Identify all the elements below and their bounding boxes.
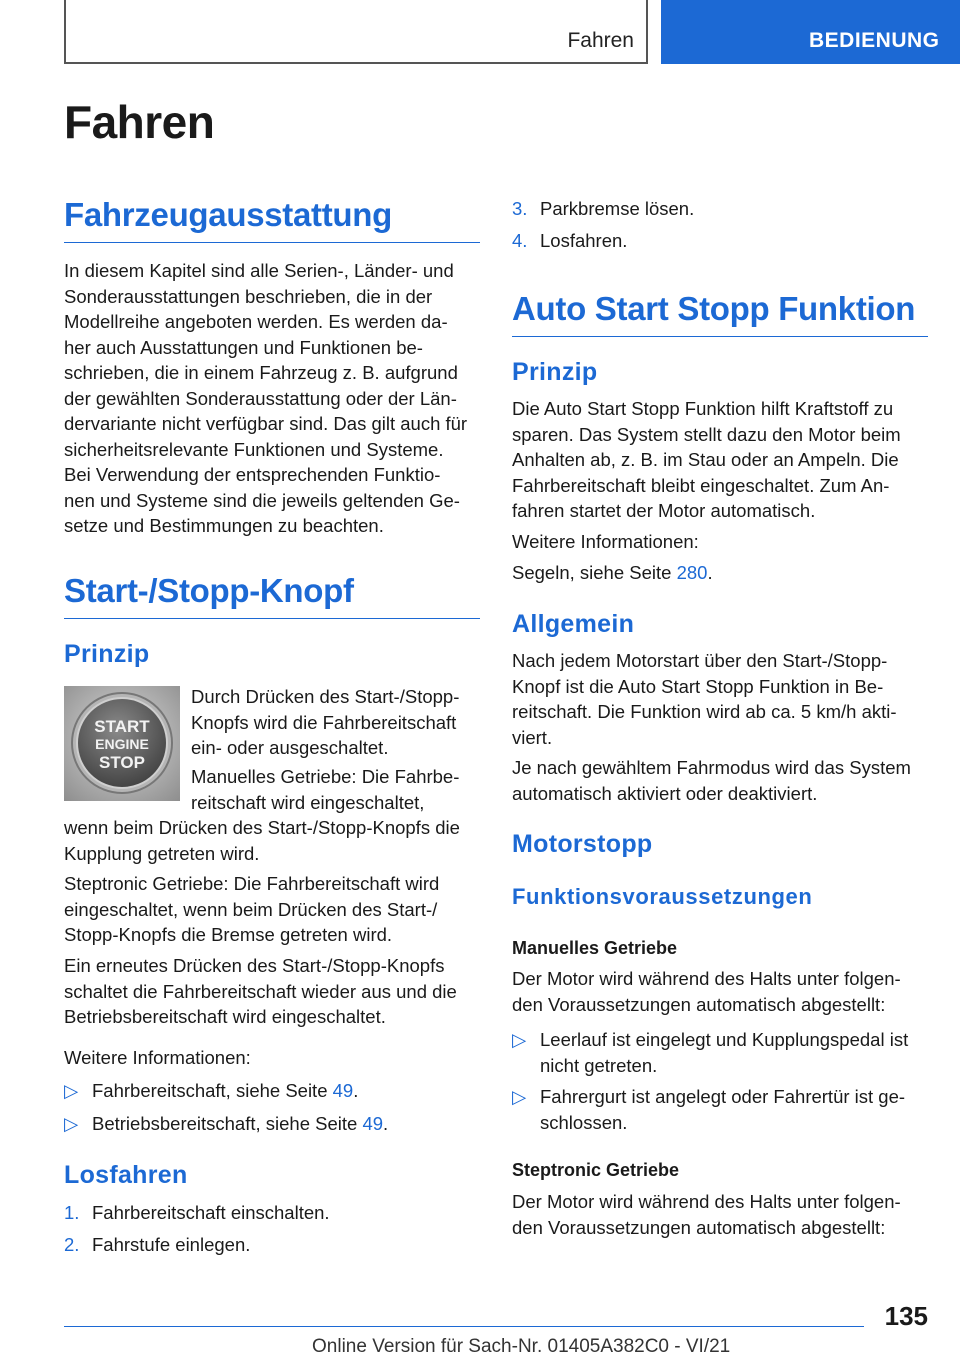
text-line: Bei Verwendung der entsprechenden Funktio- (64, 464, 441, 485)
page-title: Fahren (64, 96, 215, 148)
text-line: Knopfs wird die Fahrbereitschaft (191, 711, 457, 733)
text-line: ein- oder ausgeschaltet. (191, 737, 389, 758)
paragraph-prinzip-a (191, 684, 486, 761)
reference-text: Fahrbereitschaft, siehe Seite (92, 1080, 333, 1101)
online-version-note: Online Version für Sach-Nr. 01405A382C0 - VI/21 (312, 1336, 731, 1357)
text-line: Betriebsbereitschaft wird eingeschaltet. (64, 1006, 386, 1027)
text-line: her auch Ausstattungen und Funktionen be- (64, 336, 423, 358)
paragraph-fahrmodus (512, 755, 934, 806)
text-line: setze und Bestimmungen zu beachten. (64, 515, 384, 536)
text-line: Stopp-Knopfs die Bremse getreten wird. (64, 924, 393, 945)
paragraph-prinzip-b (191, 764, 486, 815)
text-line: Fahrergurt ist angelegt oder Fahrertür ist ge- (540, 1086, 906, 1107)
step-text: Losfahren. (540, 230, 628, 251)
heading-motorstopp: Motorstopp (512, 830, 653, 858)
paragraph-steptronic-left (64, 871, 486, 948)
text-line: schrieben, die in einem Fahrzeug z. B. aufgrund (64, 362, 458, 383)
text-line: Steptronic Getriebe: Die Fahrbereitschaft wird (64, 873, 440, 894)
header-section-tab (64, 0, 648, 64)
text-line: eingeschaltet, wenn beim Drücken des Start-/ (64, 898, 438, 920)
step-text: Fahrstufe einlegen. (92, 1234, 251, 1255)
step-number: 4. (512, 230, 528, 251)
heading-funktionsvoraussetzungen: Funktionsvoraussetzungen (512, 884, 813, 909)
header-chapter-label: BEDIENUNG (809, 29, 940, 52)
heading-prinzip-left: Prinzip (64, 640, 150, 668)
page-number: 135 (884, 1301, 928, 1331)
heading-fahrzeugausstattung: Fahrzeugausstattung (64, 196, 480, 243)
heading-steptronic-getriebe: Steptronic Getriebe (512, 1160, 680, 1180)
heading-manuelles-getriebe: Manuelles Getriebe (512, 938, 678, 958)
text-line: schaltet die Fahrbereitschaft wieder aus und die (64, 980, 457, 1002)
header-chapter-tab (661, 0, 960, 64)
text-line: Leerlauf ist eingelegt und Kupplungspedal ist (540, 1029, 909, 1050)
text-line: Anhalten ab, z. B. im Stau oder an Ampeln. Die (512, 449, 899, 470)
text-line: Manuelles Getriebe: Die Fahrbe- (191, 766, 460, 787)
paragraph-allgemein (512, 648, 934, 750)
step-text: Fahrbereitschaft einschalten. (92, 1202, 330, 1223)
paragraph-erneutes (64, 953, 486, 1030)
text-line: nen und Systeme sind die jeweils geltenden Ge- (64, 489, 460, 511)
heading-allgemein: Allgemein (512, 610, 635, 638)
heading-losfahren: Losfahren (64, 1161, 188, 1189)
header-section-label: Fahren (567, 29, 634, 52)
page-link[interactable]: 49 (332, 1080, 354, 1101)
step-number: 1. (64, 1202, 80, 1223)
heading-auto-start-stopp: Auto Start Stopp Funktion (512, 290, 928, 337)
text-line: Der Motor wird während des Halts unter folgen- (512, 968, 901, 989)
start-stop-button-image (64, 686, 180, 801)
step-number: 3. (512, 198, 528, 219)
triangle-bullet-icon: ▷ (64, 1080, 79, 1101)
page-link[interactable]: 280 (676, 562, 708, 583)
paragraph-weitere-left: Weitere Informationen: (64, 1047, 251, 1068)
heading-start-stopp-knopf: Start-/Stopp-Knopf (64, 572, 480, 619)
text-line: reitschaft. Die Funktion wird ab ca. 5 km/h akti- (512, 701, 897, 722)
reference-end: . (707, 562, 713, 583)
reference-end: . (353, 1080, 359, 1101)
reference-end: . (383, 1113, 389, 1134)
text-line: den Voraussetzungen automatisch abgestellt: (512, 993, 886, 1015)
text-line: Die Auto Start Stopp Funktion hilft Kraftstoff zu (512, 398, 894, 419)
triangle-bullet-icon: ▷ (512, 1086, 527, 1107)
paragraph-steptronic-right (512, 1189, 934, 1240)
text-line: den Voraussetzungen automatisch abgestellt: (512, 1216, 886, 1238)
text-line: viert. (512, 726, 553, 748)
paragraph-prinzip-b-cont (64, 815, 486, 866)
reference-text: Betriebsbereitschaft, siehe Seite (92, 1113, 363, 1134)
text-line: Nach jedem Motorstart über den Start-/Stopp- (512, 650, 888, 671)
text-line: Knopf ist die Auto Start Stopp Funktion in Be- (512, 675, 884, 697)
text-line: Sonderausstattungen beschrieben, die in der (64, 285, 433, 307)
reference-text: Segeln, siehe Seite (512, 562, 677, 583)
paragraph-fahrzeugausstattung (64, 258, 484, 539)
text-line: Durch Drücken des Start-/Stopp- (191, 686, 460, 707)
text-line: Kupplung getreten wird. (64, 842, 260, 864)
text-line: automatisch aktiviert oder deaktiviert. (512, 782, 818, 804)
text-line: nicht getreten. (540, 1054, 658, 1076)
text-line: wenn beim Drücken des Start-/Stopp-Knopfs die (64, 817, 460, 838)
text-line: Modellreihe angeboten werden. Es werden da- (64, 311, 448, 332)
text-line: fahren startet der Motor automatisch. (512, 500, 816, 521)
text-line: Ein erneutes Drücken des Start-/Stopp-Knopfs (64, 955, 445, 976)
text-line: In diesem Kapitel sind alle Serien-, Länder- und (64, 260, 454, 281)
paragraph-weitere-right: Weitere Informationen: (512, 531, 699, 552)
paragraph-segeln (512, 560, 713, 586)
page-link[interactable]: 49 (362, 1113, 384, 1134)
text-line: der gewählten Sonderausstattung oder der Län- (64, 387, 457, 409)
text-line: Der Motor wird während des Halts unter folgen- (512, 1191, 901, 1212)
heading-prinzip-right: Prinzip (512, 358, 598, 386)
text-line: reitschaft wird eingeschaltet, (191, 791, 425, 813)
text-line: Je nach gewähltem Fahrmodus wird das System (512, 757, 911, 778)
triangle-bullet-icon: ▷ (64, 1113, 79, 1134)
paragraph-manuell (512, 966, 934, 1017)
button-label-stop: STOP (99, 753, 145, 772)
button-label-start: START (94, 717, 150, 736)
text-line: sparen. Das System stellt dazu den Motor beim (512, 423, 901, 445)
footer-divider (64, 1326, 864, 1327)
text-line: Fahrbereitschaft bleibt eingeschaltet. Zum An- (512, 474, 890, 496)
text-line: schlossen. (540, 1111, 628, 1133)
step-text: Parkbremse lösen. (540, 198, 695, 219)
text-line: sicherheitsrelevante Funktionen und Systeme. (64, 438, 444, 460)
text-line: dervariante nicht verfügbar sind. Das gilt auch für (64, 413, 468, 434)
step-number: 2. (64, 1234, 80, 1255)
paragraph-prinzip-right (512, 396, 934, 524)
triangle-bullet-icon: ▷ (512, 1029, 527, 1050)
button-label-engine: ENGINE (95, 736, 149, 752)
